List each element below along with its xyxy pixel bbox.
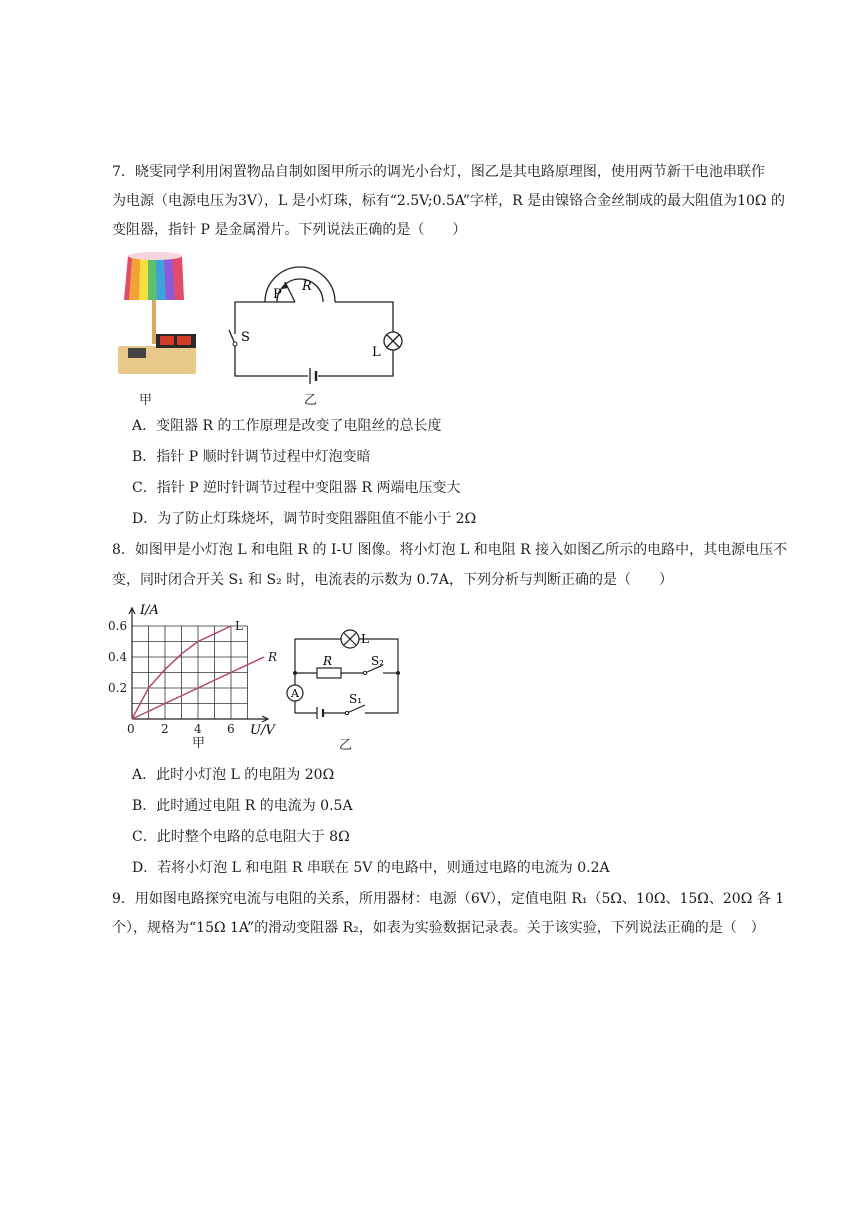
q7-circuit-diagram <box>225 262 415 384</box>
label-R: R <box>302 279 312 294</box>
iu-chart <box>106 600 286 740</box>
y-axis-label: I/A <box>140 603 159 618</box>
label-S: S <box>241 330 250 345</box>
label-P: P <box>273 287 282 302</box>
q7-stem-line-1: 7．晓雯同学利用闲置物品自制如图甲所示的调光小台灯，图乙是其电路原理图，使用两节新干电池串联作 <box>112 164 765 180</box>
lamp-photo-figure <box>112 250 202 384</box>
lamp-stand <box>152 300 156 344</box>
q7-option-a[interactable]: A．变阻器 R 的工作原理是改变了电阻丝的总长度 <box>132 418 442 434</box>
ammeter-label: A <box>291 687 299 700</box>
q7-option-b[interactable]: B．指针 P 顺时针调节过程中灯泡变暗 <box>132 449 371 465</box>
switch-label-S1: S₁ <box>349 692 363 706</box>
switch-block <box>128 348 146 358</box>
q8-option-c[interactable]: C．此时整个电路的总电阻大于 8Ω <box>132 829 350 845</box>
q8-option-a[interactable]: A．此时小灯泡 L 的电阻为 20Ω <box>132 767 335 783</box>
q8-option-d[interactable]: D．若将小灯泡 L 和电阻 R 串联在 5V 的电路中，则通过电路的电流为 0.2A <box>132 860 610 876</box>
q7-stem-line-3: 变阻器，指针 P 是金属滑片。下列说法正确的是（ ） <box>112 222 467 238</box>
q8-stem-line-1: 8．如图甲是小灯泡 L 和电阻 R 的 I-U 图像。将小灯泡 L 和电阻 R 接入如图乙所示的电路中，其电源电压不 <box>112 542 788 558</box>
y-tick-label: 0.2 <box>108 681 128 695</box>
x-tick-label: 6 <box>227 722 235 736</box>
lamp-label-L: L <box>361 632 369 646</box>
q8-stem-line-2: 变，同时闭合开关 S₁ 和 S₂ 时，电流表的示数为 0.7A，下列分析与判断正确的是（ ） <box>112 572 674 588</box>
q9-stem-line-2: 个），规格为“15Ω 1A”的滑动变阻器 R₂，如表为实验数据记录表。关于该实验，下列说法正确的是（ ） <box>112 920 765 936</box>
x-axis-label: U/V <box>250 723 275 738</box>
x-tick-label: 0 <box>127 722 135 736</box>
fig-jia-caption-q8: 甲 <box>192 736 206 751</box>
q9-stem-line-1: 9．用如图电路探究电流与电阻的关系，所用器材：电源（6V），定值电阻 R₁（5Ω、10Ω、15Ω、20Ω 各 1 <box>112 891 785 907</box>
resistor-label-R: R <box>323 654 333 668</box>
x-tick-label: 2 <box>161 722 169 736</box>
q8-circuit-diagram <box>283 625 408 720</box>
label-L: L <box>372 345 381 360</box>
y-tick-label: 0.6 <box>108 619 128 633</box>
switch-label-S2: S₂ <box>371 654 385 668</box>
fig-jia-caption-q7: 甲 <box>139 393 153 408</box>
q8-option-b[interactable]: B．此时通过电阻 R 的电流为 0.5A <box>132 798 353 814</box>
q7-option-c[interactable]: C．指针 P 逆时针调节过程中变阻器 R 两端电压变大 <box>132 480 461 496</box>
series-label-L: L <box>235 619 243 633</box>
fig-yi-caption-q8: 乙 <box>339 738 353 753</box>
lamp-shade <box>124 252 184 300</box>
fig-yi-caption-q7: 乙 <box>304 393 318 408</box>
q7-option-d[interactable]: D．为了防止灯珠烧坏，调节时变阻器阻值不能小于 2Ω <box>132 511 477 527</box>
q7-stem-line-2: 为电源（电源电压为3V），L 是小灯珠，标有“2.5V;0.5A”字样，R 是由镍铬合金丝制成的最大阻值为10Ω 的 <box>112 193 785 209</box>
y-tick-label: 0.4 <box>108 650 128 664</box>
x-tick-label: 4 <box>194 722 202 736</box>
series-label-R: R <box>268 650 278 664</box>
